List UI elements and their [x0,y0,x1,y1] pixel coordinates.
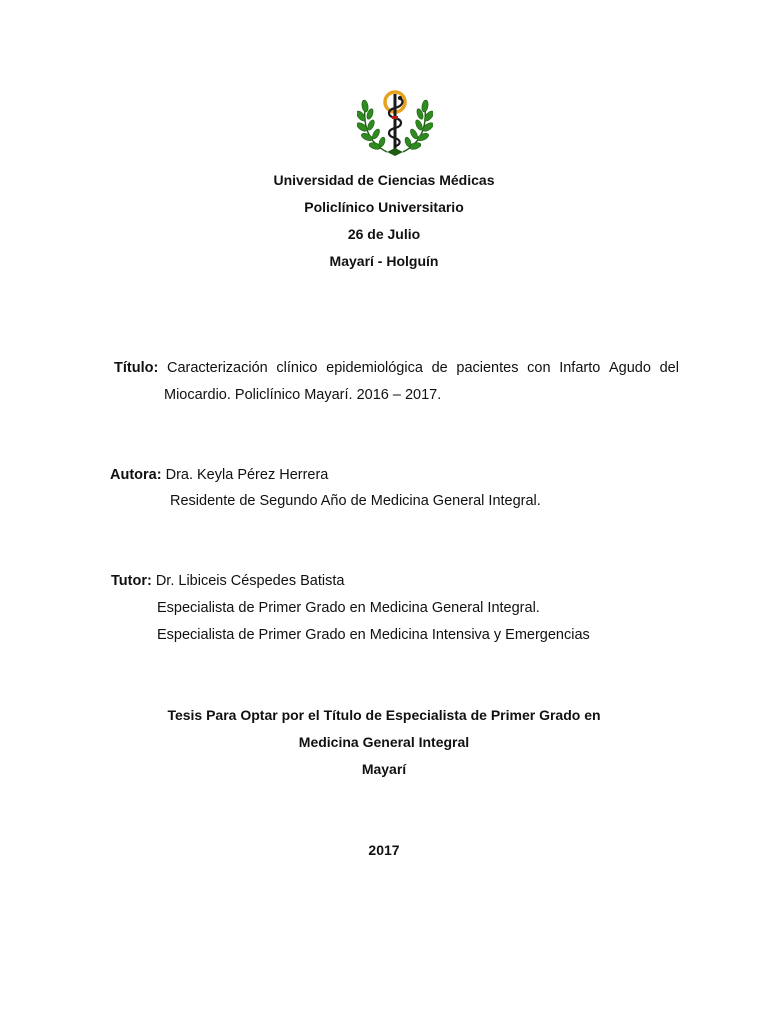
location: Mayarí - Holguín [329,253,439,269]
titulo-word: epidemiológica [326,360,423,376]
laurel-left-icon [357,100,387,152]
tutor-line [111,573,344,590]
titulo-line-2: Miocardio. Policlínico Mayarí. 2016 – 2017. [164,387,442,403]
titulo-word: del [659,360,679,376]
autora-line [110,467,328,484]
titulo-word: de [431,360,448,376]
tutor-label: Tutor: [111,573,152,589]
medical-emblem-logo [357,86,433,158]
titulo-word: clínico [276,360,318,376]
titulo-line-1 [114,360,679,377]
laurel-right-icon [403,100,433,152]
year: 2017 [368,842,400,858]
titulo-word: con [527,360,551,376]
red-cross-icon [392,116,398,119]
university-name: Universidad de Ciencias Médicas [273,172,495,188]
thesis-line-3: Mayarí [361,761,407,777]
titulo-word: Agudo [608,360,651,376]
titulo-word: Caracterización [166,360,268,376]
titulo-word: pacientes [456,360,519,376]
polyclinic-subname: 26 de Julio [347,226,421,242]
autora-role: Residente de Segundo Año de Medicina General Integral. [170,493,541,509]
thesis-line-2: Medicina General Integral [298,734,470,750]
tutor-role-1: Especialista de Primer Grado en Medicina General Integral. [157,600,540,616]
autora-label: Autora: [110,467,162,483]
titulo-word: Infarto [559,360,601,376]
thesis-line-1: Tesis Para Optar por el Título de Especialista de Primer Grado en [167,707,601,723]
tutor-role-2: Especialista de Primer Grado en Medicina Intensiva y Emergencias [157,627,590,643]
titulo-label: Título: [114,360,159,376]
polyclinic-name: Policlínico Universitario [304,199,464,215]
autora-name: Dra. Keyla Pérez Herrera [165,467,329,483]
tutor-name: Dr. Libiceis Céspedes Batista [155,573,345,589]
